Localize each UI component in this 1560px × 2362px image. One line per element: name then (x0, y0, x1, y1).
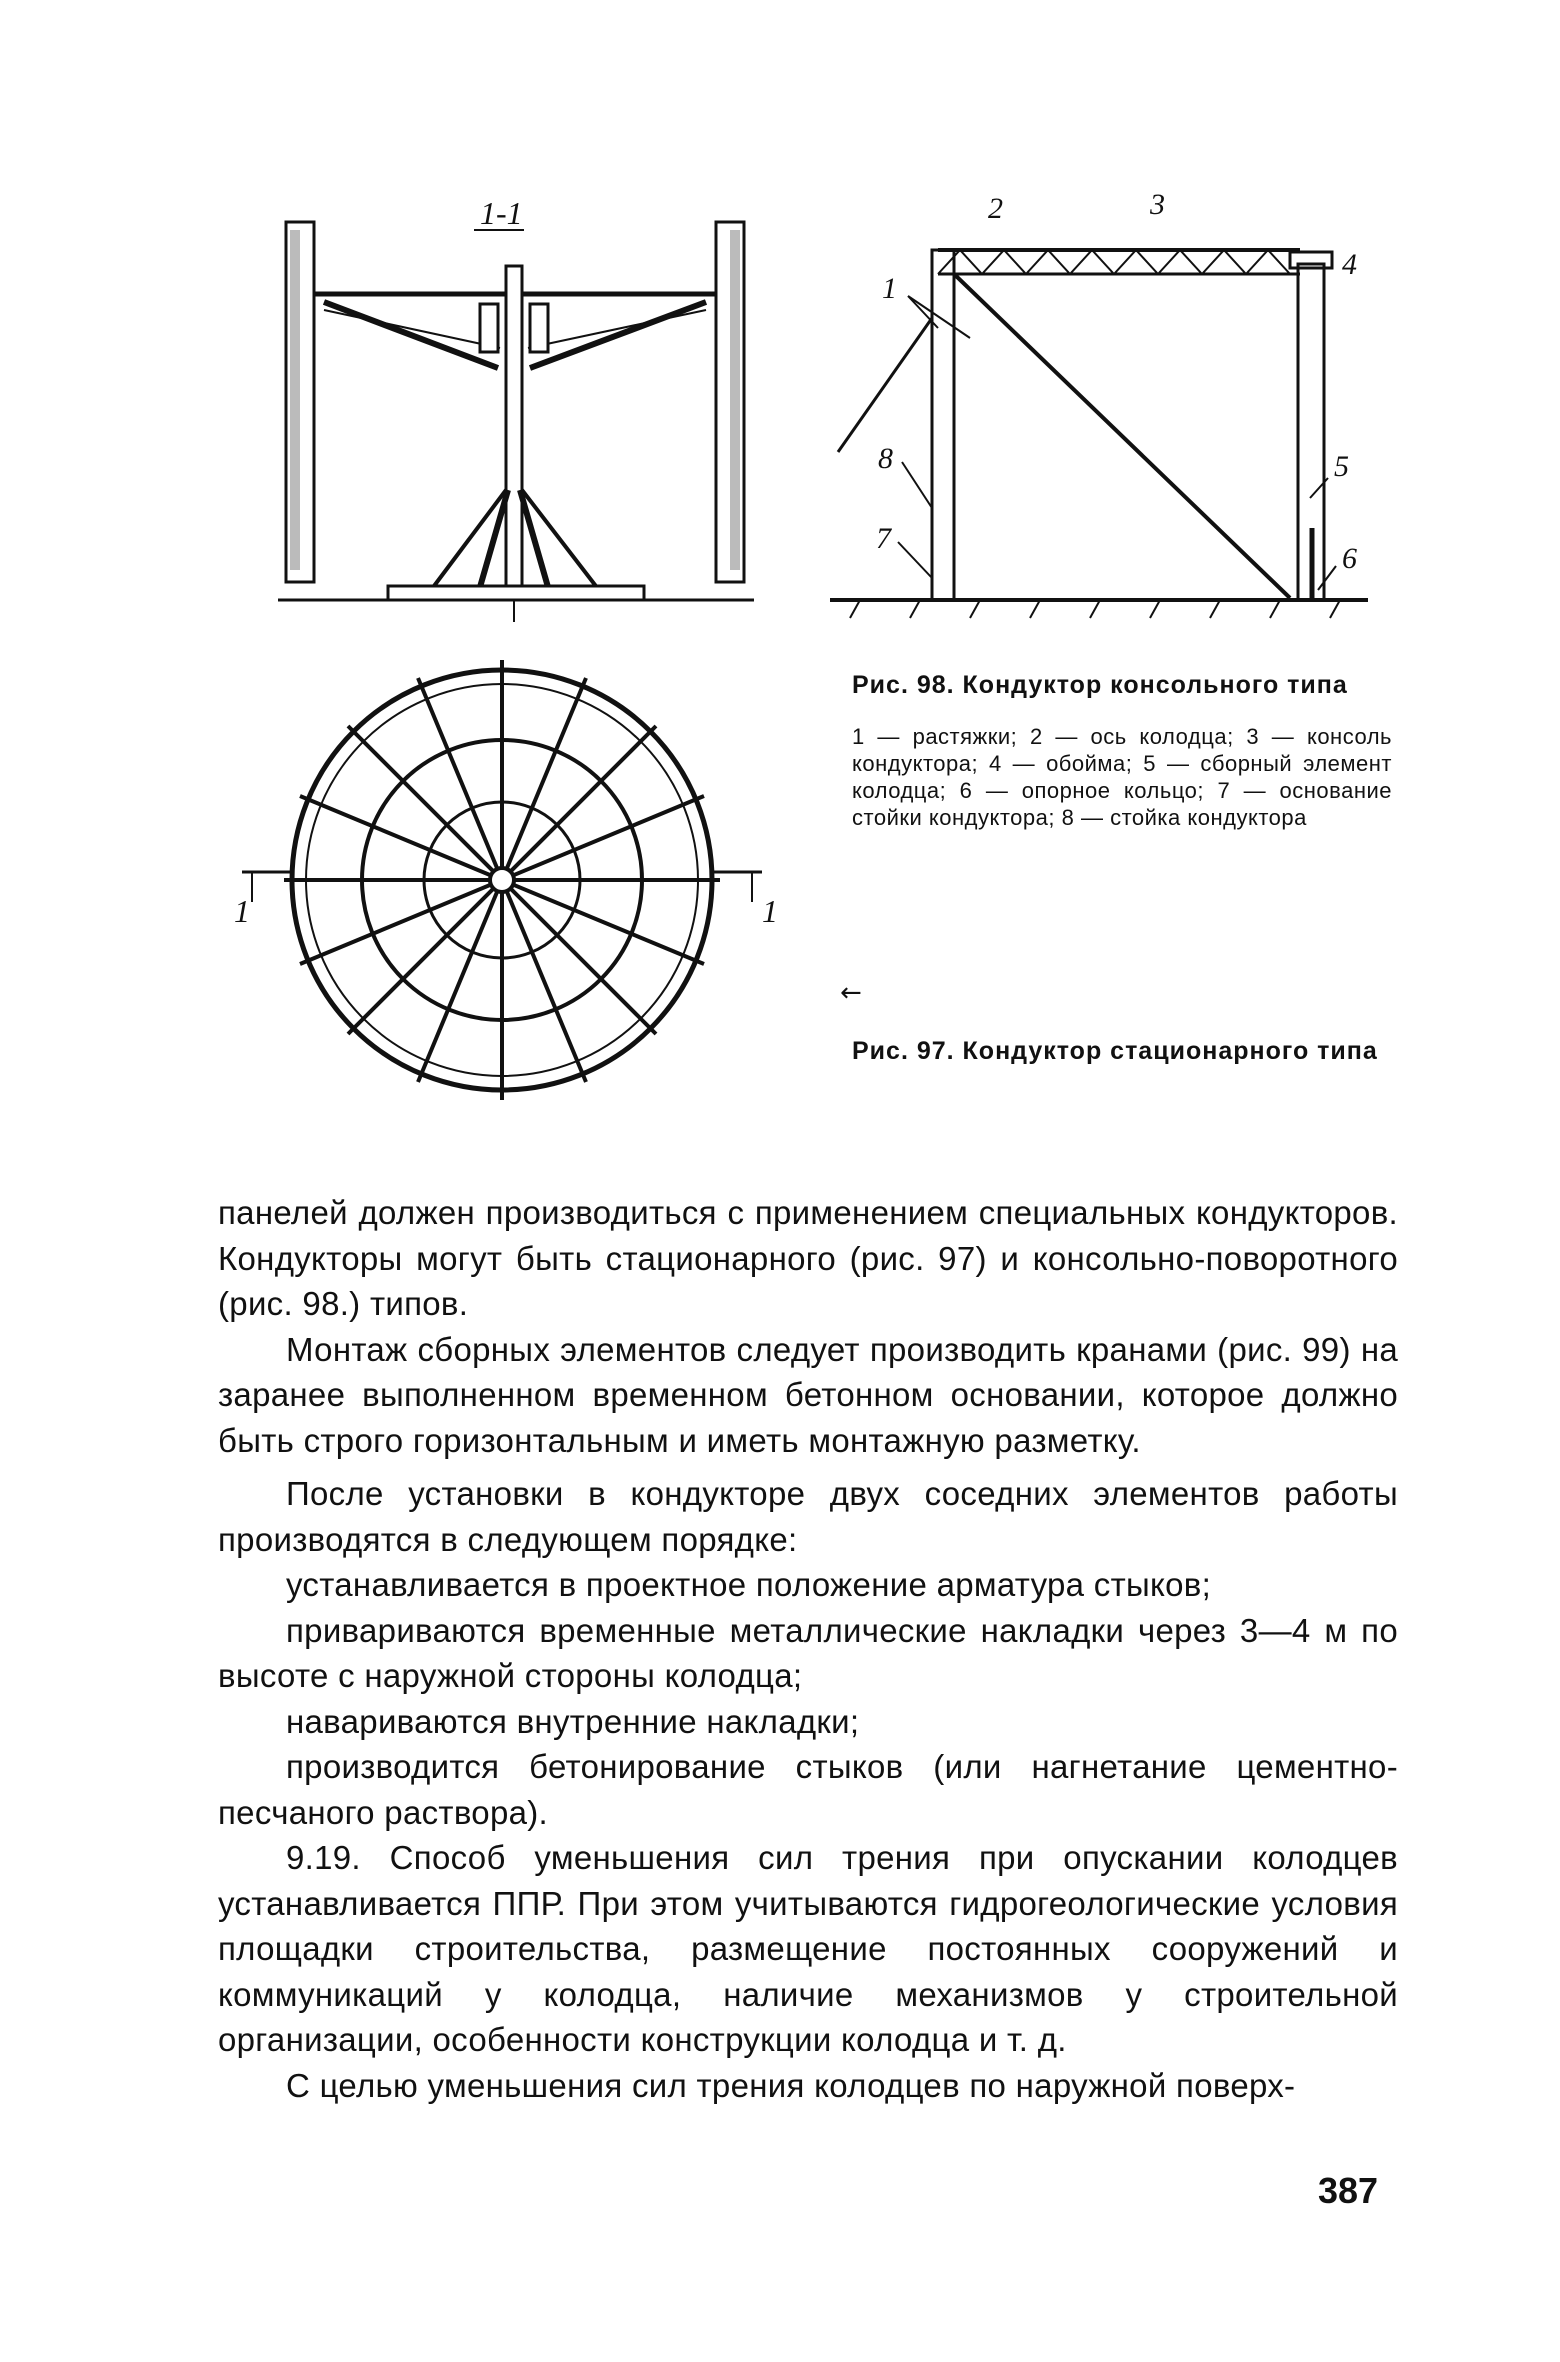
page-number: 387 (1318, 2170, 1379, 2211)
cut-label-right: 1 (762, 893, 778, 929)
fig98-drawing (820, 188, 1380, 658)
center-post (506, 266, 522, 596)
paragraph: С целью уменьшения сил трения колодцев по наружной поверх- (286, 2066, 1296, 2104)
fig98-legend: 1 — растяжки; 2 — ось колодца; 3 — консоль кондуктора; 4 — обойма; 5 — сборный элемент колодца; 6 — опорное кольцо; 7 — основание стойки кондуктора; 8 — стойка кондуктора (852, 724, 1392, 830)
left-arrow-icon: ← (840, 978, 862, 1008)
callout-7: 7 (876, 522, 891, 555)
fig97-plan (232, 640, 822, 1120)
body-text (218, 1190, 1398, 2108)
list-item: навариваются внутренние накладки; (286, 1702, 860, 1740)
callout-4: 4 (1342, 248, 1357, 281)
fig98-caption (852, 670, 1392, 831)
list-item: производится бетонирование стыков (или нагнетание цементно-песчаного раствора). (218, 1748, 1398, 1831)
callout-8: 8 (878, 442, 893, 475)
fig97-caption (852, 1036, 1392, 1067)
callout-1: 1 (882, 272, 897, 305)
callout-2: 2 (988, 192, 1003, 225)
paragraph: После установки в кондукторе двух соседних элементов работы производятся в следующем порядке: (218, 1475, 1398, 1558)
fig97-title: Рис. 97. Кондуктор стационарного типа (852, 1037, 1378, 1065)
callout-5: 5 (1334, 450, 1349, 483)
list-item: устанавливается в проектное положение арматура стыков; (286, 1566, 1212, 1603)
paragraph: 9.19. Способ уменьшения сил трения при опускании колодцев устанавливается ППР. При этом учитываются гидрогеологические условия площадки строительства, размещение постоянных сооружений и коммуникаций у колодца, наличие механизмов у строительной организации, особенности конструкции колодца и т. д. (218, 1839, 1398, 2058)
callout-3: 3 (1150, 188, 1165, 221)
callout-6: 6 (1342, 542, 1357, 575)
cut-label-left: 1 (234, 893, 250, 929)
fig98-title: Рис. 98. Кондуктор консольного типа (852, 671, 1348, 699)
list-item: привариваются временные металлические накладки через 3—4 м по высоте с наружной стороны колодца; (218, 1611, 1398, 1694)
fig97-elevation (268, 190, 788, 630)
paragraph: Монтаж сборных элементов следует производить кранами (рис. 99) на заранее выполненном временном бетонном основании, которое должно быть строго горизонтальным и иметь монтажную разметку. (218, 1330, 1398, 1459)
conductor-post (932, 250, 954, 600)
base-plate (388, 586, 644, 600)
paragraph: панелей должен производиться с применением специальных кондукторов. Кондукторы могут быть стационарного (рис. 97) и консольно-поворотного (рис. 98.) типов. (218, 1194, 1398, 1322)
section-mark: 1-1 (480, 195, 523, 231)
